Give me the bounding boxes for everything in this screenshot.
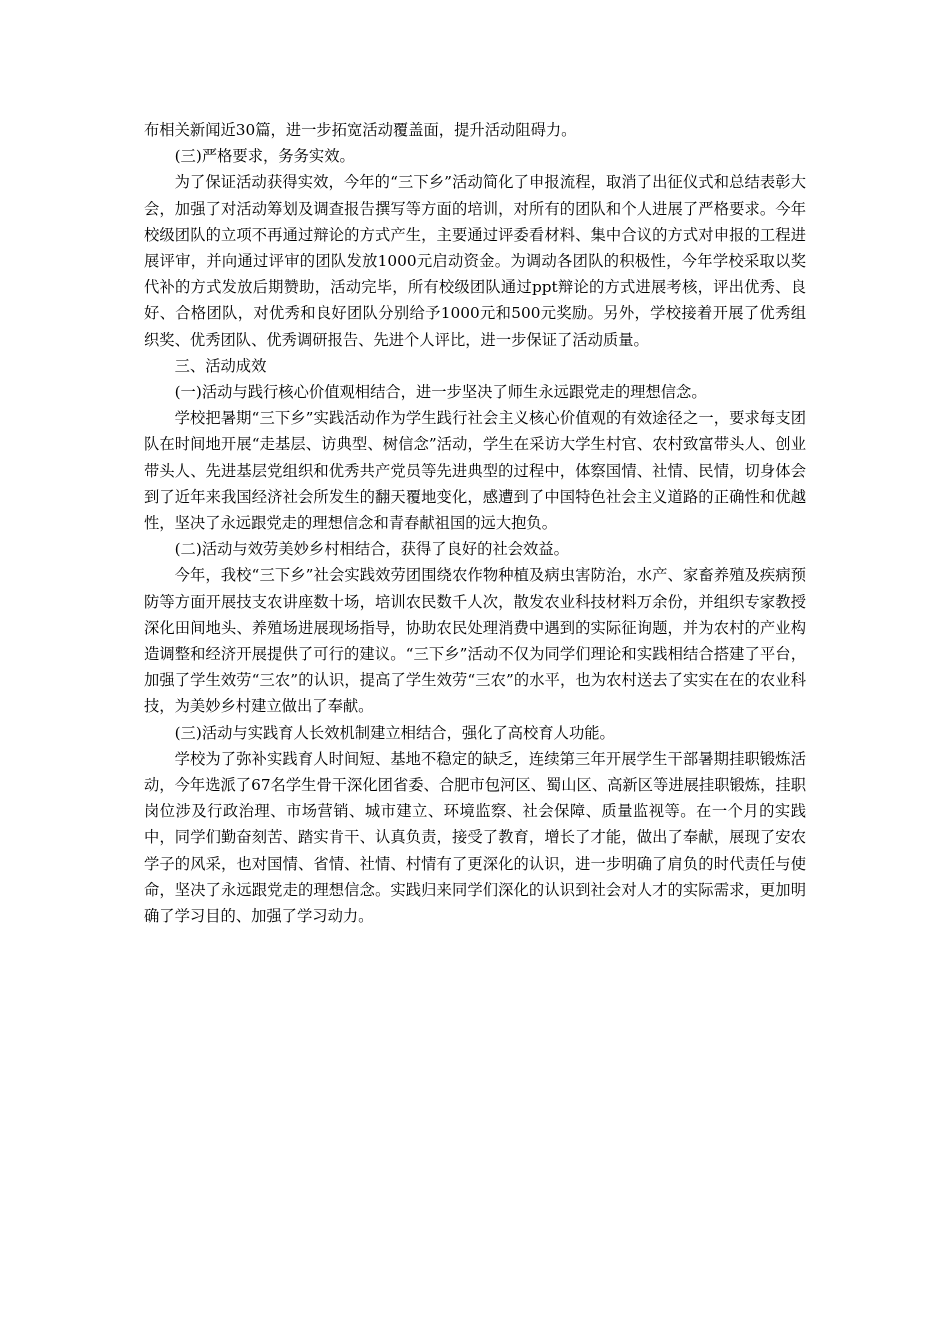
paragraph-education-mechanism: 学校为了弥补实践育人时间短、基地不稳定的缺乏，连续第三年开展学生干部暑期挂职锻炼活动，今年选派了67名学生骨干深化团省委、合肥市包河区、蜀山区、高新区等进展挂职锻炼，挂职岗位涉及行政治理、市场营销、城市建立、环境监察、社会保障、质量监视等。在一个月的实践中，同学们勤奋刻苦、踏实肯干、认真负责，接受了教育，增长了才能，做出了奉献，展现了安农学子的风采，也对国情、省情、社情、村情有了更深化的认识，进一步明确了肩负的时代责任与使命，坚决了永远跟党走的理想信念。实践归来同学们深化的认识到社会对人才的实际需求，更加明确了学习目的、加强了学习动力。 bbox=[144, 749, 806, 926]
subheading-education-mechanism: (三)活动与实践育人长效机制建立相结合，强化了高校育人功能。 bbox=[174, 723, 615, 742]
paragraph-continuation: 布相关新闻近30篇，进一步拓宽活动覆盖面，提升活动阻碍力。 bbox=[144, 121, 577, 139]
document-page bbox=[144, 117, 806, 929]
paragraph-effectiveness: 为了保证活动获得实效，今年的“三下乡”活动简化了申报流程，取消了出征仪式和总结表彰大会，加强了对活动筹划及调查报告撰写等方面的培训，对所有的团队和个人进展了严格要求。今年校级团队的立项不再通过辩论的方式产生，主要通过评委看材料、集中合议的方式对申报的工程进展评审，并向通过评审的团队发放1000元启动资金。为调动各团队的积极性，今年学校采取以奖代补的方式发放后期赞助，活动完毕，所有校级团队通过ppt辩论的方式进展考核，评出优秀、良好、合格团队，对优秀和良好团队分别给予1000元和500元奖励。另外，学校接着开展了优秀组织奖、优秀团队、优秀调研报告、先进个人评比，进一步保证了活动质量。 bbox=[144, 173, 806, 349]
section-heading-results: 三、活动成效 bbox=[174, 356, 267, 375]
paragraph-rural-service: 今年，我校“三下乡”社会实践效劳团围绕农作物种植及病虫害防治，水产、家畜养殖及疾病预防等方面开展技支农讲座数十场，培训农民数千人次，散发农业科技材料万余份，并组织专家教授深化田间地头、养殖场进展现场指导，协助农民处理消费中遇到的实际征询题，并为农村的产业构造调整和经济开展提供了可行的建议。“三下乡”活动不仅为同学们理论和实践相结合搭建了平台，加强了学生效劳“三农”的认识，提高了学生效劳“三农”的水平，也为农村送去了实实在在的农业科技，为美妙乡村建立做出了奉献。 bbox=[144, 566, 806, 716]
paragraph-core-values: 学校把暑期“三下乡”实践活动作为学生践行社会主义核心价值观的有效途径之一，要求每支团队在时间地开展“走基层、访典型、树信念”活动，学生在采访大学生村官、农村致富带头人、创业带头人、先进基层党组织和优秀共产党员等先进典型的过程中，体察国情、社情、民情，切身体会到了近年来我国经济社会所发生的翻天覆地变化，感遭到了中国特色社会主义道路的正确性和优越性，坚决了永远跟党走的理想信念和青春献祖国的远大抱负。 bbox=[144, 409, 806, 533]
subheading-core-values: (一)活动与践行核心价值观相结合，进一步坚决了师生永远跟党走的理想信念。 bbox=[174, 383, 707, 402]
subheading-strict-requirements: (三)严格要求，务务实效。 bbox=[174, 147, 355, 166]
subheading-rural-service: (二)活动与效劳美妙乡村相结合，获得了良好的社会效益。 bbox=[174, 540, 569, 559]
